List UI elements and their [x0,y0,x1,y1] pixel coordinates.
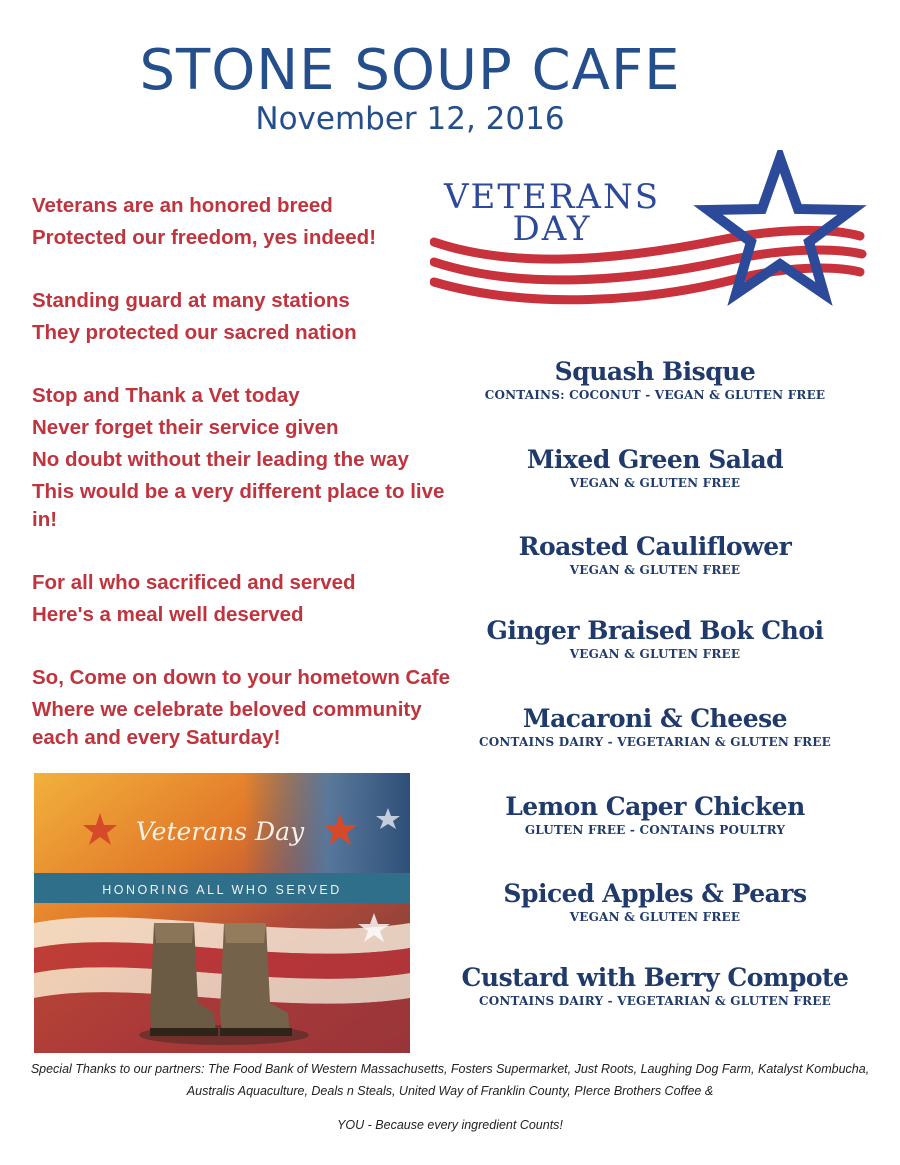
badge-line-2: DAY [512,209,592,249]
event-date: November 12, 2016 [255,101,565,137]
poem-line: Here's a meal well deserved [32,603,304,626]
poem-stanza [32,664,462,752]
partners-thanks: Special Thanks to our partners: The Food Bank of Western Massachusetts, Fosters Supermarket, Just Roots, Laughing Dog Farm, Katalyst Kombucha, Australis Aquaculture, Deals n Steals, United Way of Franklin County, PIerce Brothers Coffee & [30,1062,870,1098]
menu-item-name: Mixed Green Salad [526,445,784,474]
poem-line: Standing guard at many stations [32,289,350,312]
flag-stripes [434,230,862,299]
menu-item [455,616,855,661]
poem-line: Never forget their service given [32,416,339,439]
badge-line-1: VETERANS [443,177,661,217]
menu-item-name: Squash Bisque [554,357,756,386]
poem [32,192,462,787]
page-title: STONE SOUP CAFE [139,38,681,103]
poem-line: Where we celebrate beloved community each and every Saturday! [32,698,422,749]
poem-stanza [32,192,462,252]
poem-line: No doubt without their leading the way [32,448,409,471]
menu-item-name: Ginger Braised Bok Choi [486,616,824,645]
menu-item [455,704,855,749]
image-title-text: Veterans Day [135,817,305,846]
veterans-day-image [34,773,410,1053]
veterans-day-badge [430,150,870,320]
menu-item-note: VEGAN & GLUTEN FREE [569,910,741,924]
menu-item-name: Custard with Berry Compote [461,963,849,992]
menu-item-name: Macaroni & Cheese [522,704,788,733]
poem-line: This would be a very different place to live in! [32,480,445,531]
menu-item [455,532,855,577]
menu-item [455,357,855,402]
poem-line: Stop and Thank a Vet today [32,384,300,407]
menu-item-name: Lemon Caper Chicken [505,792,805,821]
menu-item-note: CONTAINS: COCONUT - VEGAN & GLUTEN FREE [484,388,826,402]
poem-line: So, Come on down to your hometown Cafe [32,666,450,689]
menu-item-name: Spiced Apples & Pears [503,879,807,908]
menu-item [455,792,855,837]
poem-line: Veterans are an honored breed [32,194,333,217]
poem-stanza [32,382,462,534]
menu-item-note: GLUTEN FREE - CONTAINS POULTRY [524,823,786,837]
menu-item [455,963,855,1008]
menu-item-note: VEGAN & GLUTEN FREE [569,647,741,661]
poem-stanza [32,287,462,347]
poem-line: Protected our freedom, yes indeed! [32,226,377,249]
closing-thanks: YOU - Because every ingredient Counts! [337,1118,563,1132]
menu-item-note: CONTAINS DAIRY - VEGETARIAN & GLUTEN FREE [478,994,831,1008]
poem-line: For all who sacrificed and served [32,571,356,594]
menu-item-note: VEGAN & GLUTEN FREE [569,476,741,490]
menu-item-note: CONTAINS DAIRY - VEGETARIAN & GLUTEN FREE [478,735,831,749]
image-banner-text: HONORING ALL WHO SERVED [102,883,342,897]
footer-credits [30,1058,870,1136]
menu-item [455,445,855,490]
menu-item [455,879,855,924]
poem-line: They protected our sacred nation [32,321,357,344]
poem-stanza [32,569,462,629]
menu-item-note: VEGAN & GLUTEN FREE [569,563,741,577]
menu-item-name: Roasted Cauliflower [518,532,792,561]
